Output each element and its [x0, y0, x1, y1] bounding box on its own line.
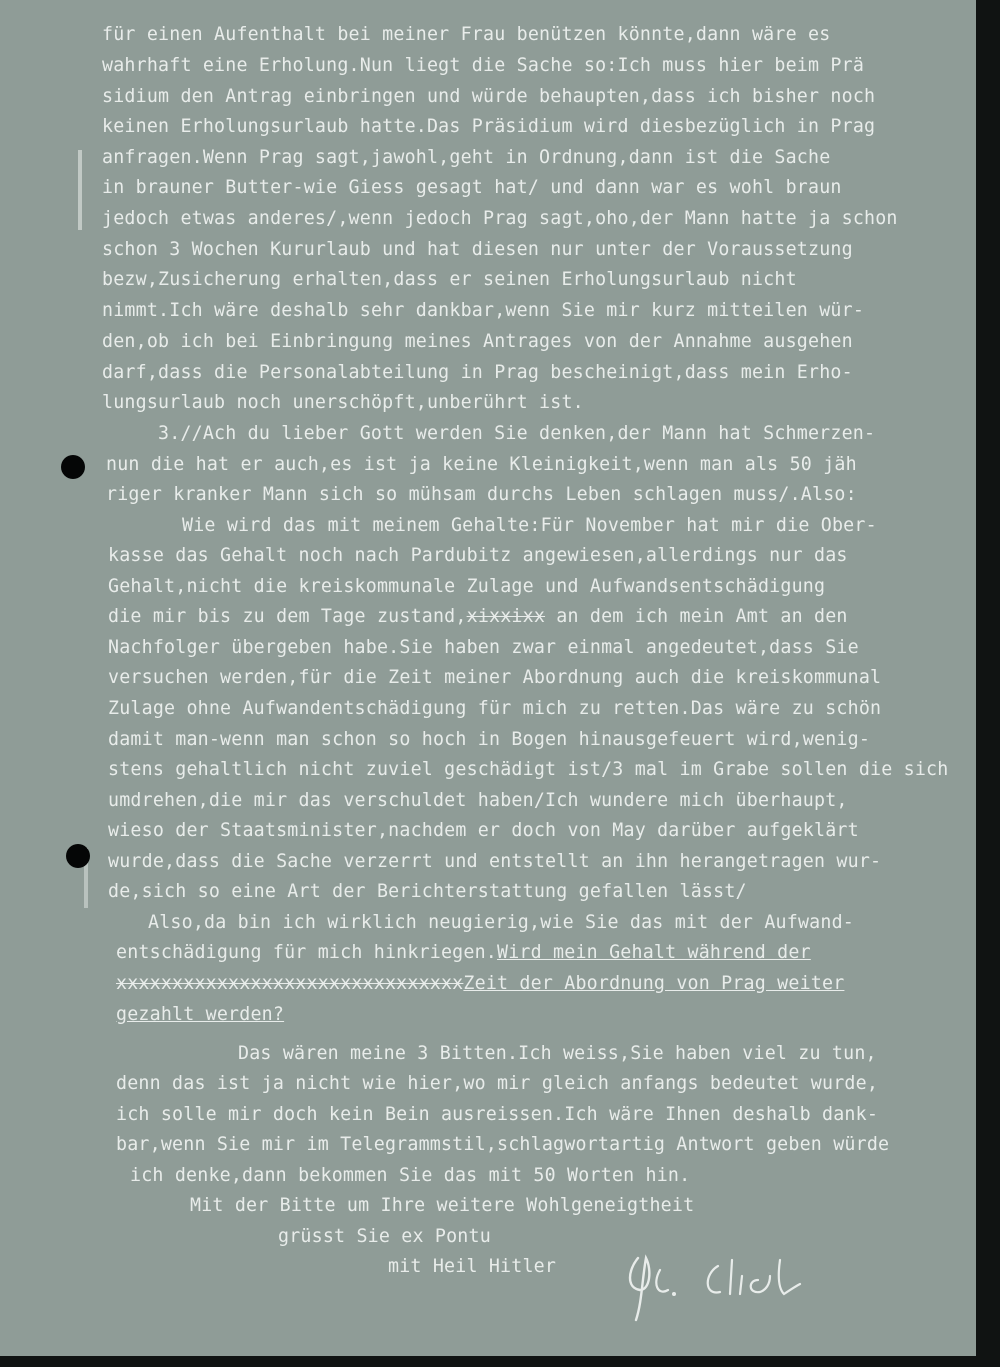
text-line: 3.//Ach du lieber Gott werden Sie denken,der Mann hat Schmerzen- [158, 423, 876, 444]
text-line: kasse das Gehalt noch nach Pardubitz angewiesen,allerdings nur das [108, 545, 848, 566]
text-line: stens gehaltlich nicht zuviel geschädigt ist/3 mal im Grabe sollen die sich [108, 759, 949, 780]
text-line: damit man-wenn man schon so hoch in Bogen hinausgefeuert wird,wenig- [108, 729, 871, 750]
text-line: schon 3 Wochen Kururlaub und hat diesen nur unter der Voraussetzung [102, 239, 853, 260]
text-fragment: die mir bis zu dem Tage zustand, [108, 606, 467, 627]
text-line: für einen Aufenthalt bei meiner Frau benützen könnte,dann wäre es [102, 24, 831, 45]
text-line: nun die hat er auch,es ist ja keine Kleinigkeit,wenn man als 50 jäh [106, 454, 857, 475]
text-line [108, 606, 848, 628]
text-line: lungsurlaub noch unerschöpft,unberührt ist. [102, 392, 584, 413]
text-line: ich solle mir doch kein Bein ausreissen.Ich wäre Ihnen deshalb dank- [116, 1104, 879, 1125]
text-line: Das wären meine 3 Bitten.Ich weiss,Sie haben viel zu tun, [238, 1043, 877, 1064]
underlined-question: Wird mein Gehalt während der [497, 942, 811, 963]
closing-line: mit Heil Hitler [388, 1256, 557, 1277]
scan-border [976, 0, 1000, 1367]
punch-hole [66, 844, 90, 868]
text-line: den,ob ich bei Einbringung meines Antrages von der Annahme ausgehen [102, 331, 853, 352]
text-line: denn das ist ja nicht wie hier,wo mir gleich anfangs bedeutet wurde, [116, 1073, 879, 1094]
text-fragment: an dem ich mein Amt an den [545, 606, 848, 627]
text-line: Gehalt,nicht die kreiskommunale Zulage und Aufwandsentschädigung [108, 576, 826, 597]
margin-mark [78, 150, 82, 230]
text-line: anfragen.Wenn Prag sagt,jawohl,geht in Ordnung,dann ist die Sache [102, 147, 831, 168]
struck-text: xixxixx [466, 606, 546, 627]
text-fragment: entschädigung für mich hinkriegen. [116, 942, 498, 963]
scan-border [0, 1356, 1000, 1367]
handwritten-signature [620, 1240, 820, 1330]
text-line: wieso der Staatsminister,nachdem er doch von May darüber aufgeklärt [108, 820, 859, 841]
text-line: umdrehen,die mir das verschuldet haben/Ich wundere mich überhaupt, [108, 790, 848, 811]
text-line: gezahlt werden? [116, 1004, 285, 1025]
text-line: Nachfolger übergeben habe.Sie haben zwar einmal angedeutet,dass Sie [108, 637, 859, 658]
text-line: ich denke,dann bekommen Sie das mit 50 Worten hin. [130, 1165, 691, 1186]
text-line [116, 973, 844, 995]
text-line: jedoch etwas anderes/,wenn jedoch Prag sagt,oho,der Mann hatte ja schon [102, 208, 898, 229]
text-line: versuchen werden,für die Zeit meiner Abordnung auch die kreiskommunal [108, 667, 882, 688]
text-line: riger kranker Mann sich so mühsam durchs Leben schlagen muss/.Also: [106, 484, 857, 505]
text-line: darf,dass die Personalabteilung in Prag bescheinigt,dass mein Erho- [102, 362, 853, 383]
text-line: de,sich so eine Art der Berichterstattung gefallen lässt/ [108, 881, 747, 902]
text-line: Zulage ohne Aufwandentschädigung für mich zu retten.Das wäre zu schön [108, 698, 882, 719]
text-line: keinen Erholungsurlaub hatte.Das Präsidium wird diesbezüglich in Prag [102, 116, 876, 137]
text-line: bezw,Zusicherung erhalten,dass er seinen Erholungsurlaub nicht [102, 269, 797, 290]
text-line: in brauner Butter-wie Giess gesagt hat/ und dann war es wohl braun [102, 177, 842, 198]
text-line: wurde,dass die Sache verzerrt und entstellt an ihn herangetragen wur- [108, 851, 882, 872]
closing-line: Mit der Bitte um Ihre weitere Wohlgeneigtheit [190, 1195, 695, 1216]
text-line: bar,wenn Sie mir im Telegrammstil,schlagwortartig Antwort geben würde [116, 1134, 890, 1155]
punch-hole [61, 455, 85, 479]
text-line [116, 942, 811, 964]
text-line: wahrhaft eine Erholung.Nun liegt die Sache so:Ich muss hier beim Prä [102, 55, 865, 76]
text-line: nimmt.Ich wäre deshalb sehr dankbar,wenn Sie mir kurz mitteilen wür- [102, 300, 865, 321]
text-line: Wie wird das mit meinem Gehalte:Für November hat mir die Ober- [182, 515, 877, 536]
text-line: Also,da bin ich wirklich neugierig,wie Sie das mit der Aufwand- [148, 912, 854, 933]
text-line: sidium den Antrag einbringen und würde behaupten,dass ich bisher noch [102, 86, 876, 107]
underlined-question: Zeit der Abordnung von Prag weiter [463, 973, 845, 994]
closing-line: grüsst Sie ex Pontu [278, 1226, 491, 1247]
struck-text: xxxxxxxxxxxxxxxxxxxxxxxxxxxxxxx [116, 973, 464, 994]
